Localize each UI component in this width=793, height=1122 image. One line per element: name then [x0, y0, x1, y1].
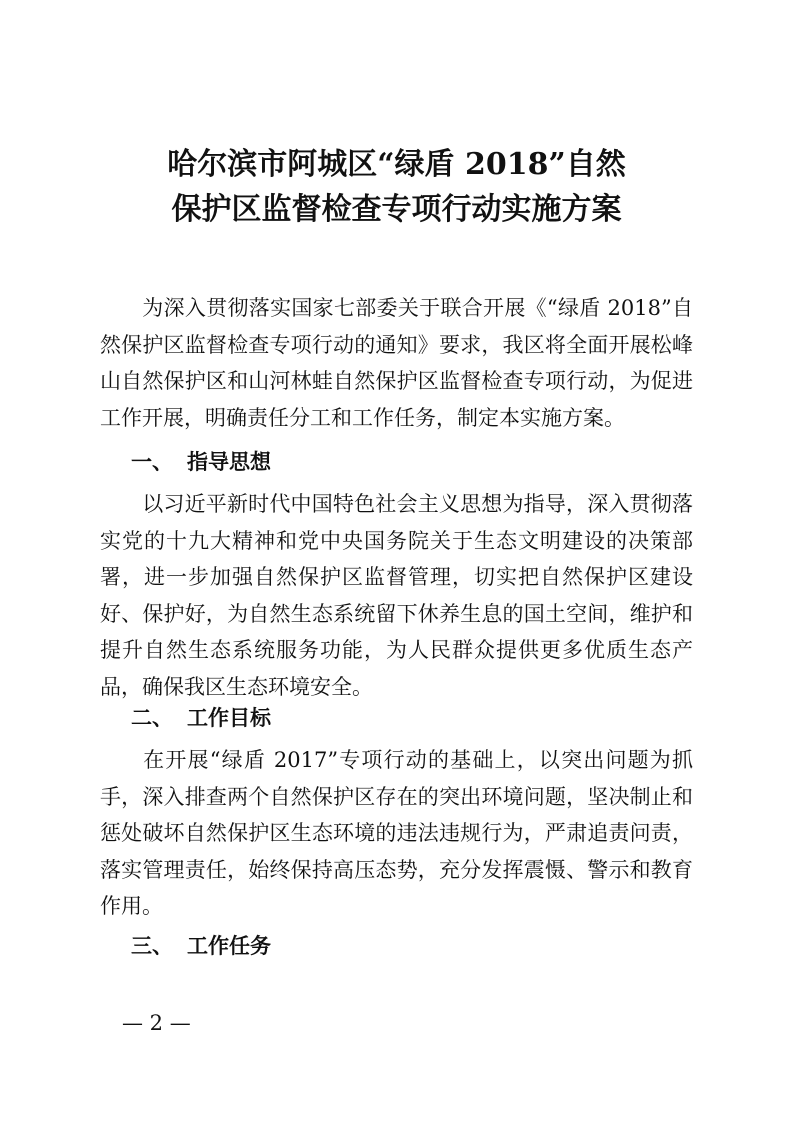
section-number-3: 三、: [131, 934, 173, 958]
section-number-1: 一、: [131, 450, 173, 474]
document-title-line1: 哈尔滨市阿城区“绿盾 2018”自然: [167, 147, 626, 182]
page-number: — 2 —: [122, 1011, 191, 1035]
intro-text: 为深入贯彻落实国家七部委关于联合开展《“绿盾 2018”自然保护区监督检查专项行动的通知》要求，我区将全面开展松峰山自然保护区和山河林蛙自然保护区监督检查专项行动，为促进工作开展，明确责任分工和工作任务，制定本实施方案。: [100, 296, 693, 430]
section-heading-3: [131, 931, 271, 961]
section-text-2: 在开展“绿盾 2017”专项行动的基础上，以突出问题为抓手，深入排查两个自然保护区存在的突出环境问题，坚决制止和惩处破坏自然保护区生态环境的违法违规行为，严肃追责问责，落实管理责任，始终保持高压态势，充分发挥震慑、警示和教育作用。: [100, 748, 693, 918]
document-title-line2: 保护区监督检查专项行动实施方案: [171, 192, 622, 227]
section-title-1: 指导思想: [187, 450, 271, 474]
section-text-1: 以习近平新时代中国特色社会主义思想为指导，深入贯彻落实党的十九大精神和党中央国务院关于生态文明建设的决策部署，进一步加强自然保护区监督管理，切实把自然保护区建设好、保护好，为自然生态系统留下休养生息的国土空间，维护和提升自然生态系统服务功能，为人民群众提供更多优质生态产品，确保我区生态环境安全。: [100, 492, 693, 699]
section-heading-2: [131, 703, 271, 733]
section-body-2: [100, 742, 693, 925]
section-body-1: [100, 486, 693, 705]
intro-paragraph: [100, 290, 693, 436]
section-title-2: 工作目标: [187, 706, 271, 730]
section-heading-1: [131, 447, 271, 477]
section-number-2: 二、: [131, 706, 173, 730]
section-title-3: 工作任务: [187, 934, 271, 958]
